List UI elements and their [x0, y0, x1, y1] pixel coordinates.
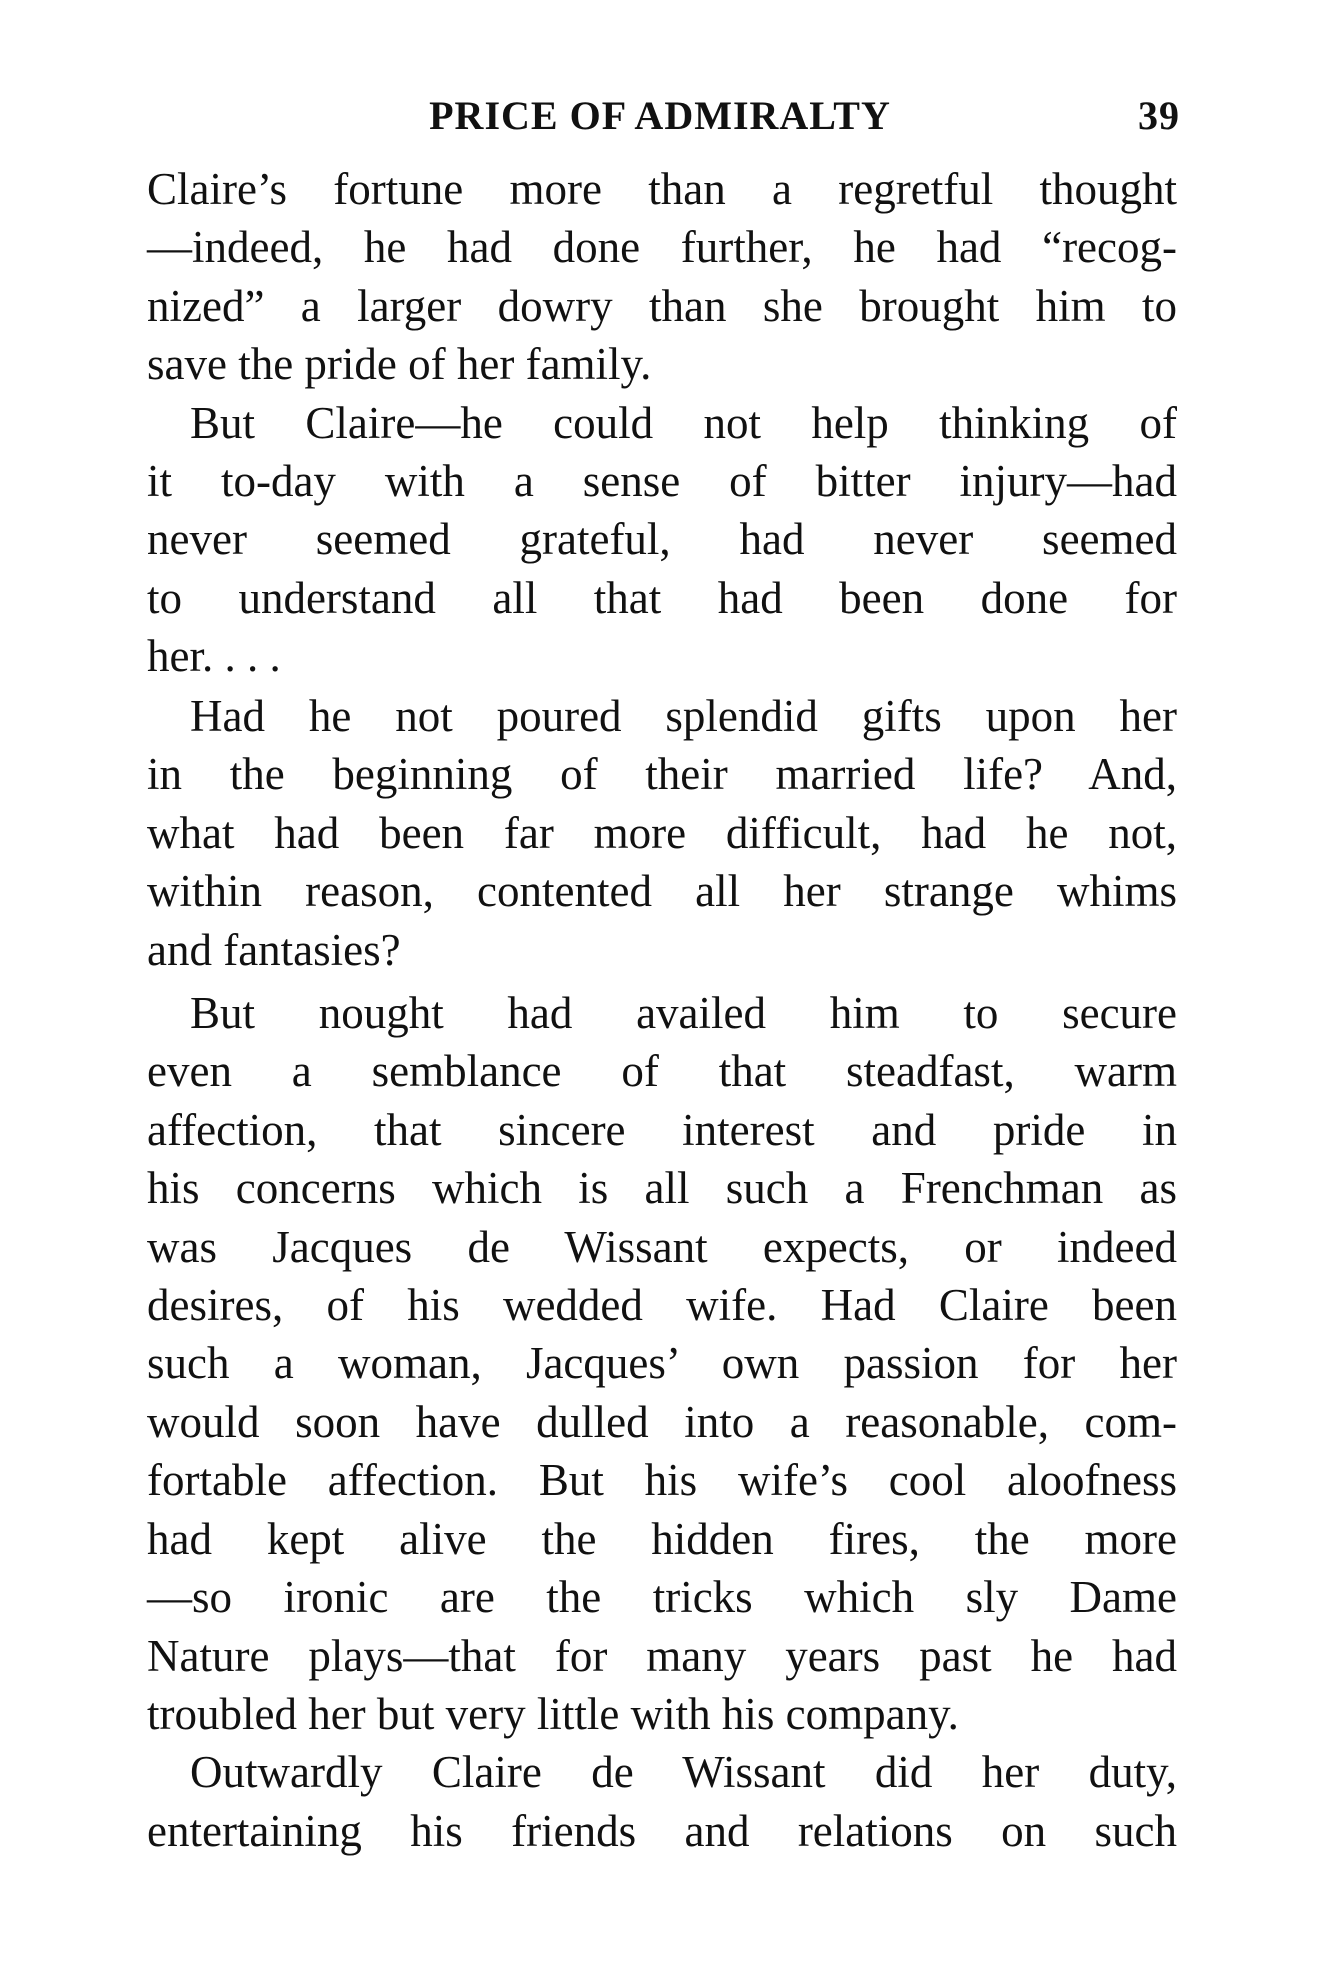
text-line: entertaining his friends and relations on such: [147, 1806, 1177, 1856]
text-line: never seemed grateful, had never seemed: [147, 514, 1177, 564]
text-line: Outwardly Claire de Wissant did her duty,: [190, 1747, 1177, 1797]
text-line: what had been far more difficult, had he not,: [147, 808, 1177, 858]
text-line: and fantasies?: [147, 925, 401, 975]
text-line: it to-day with a sense of bitter injury—had: [147, 456, 1177, 506]
text-line: fortable affection. But his wife’s cool aloofness: [147, 1455, 1177, 1505]
text-line: save the pride of her family.: [147, 339, 652, 389]
text-line: her. . . .: [147, 631, 281, 681]
text-line: But nought had availed him to secure: [190, 988, 1177, 1038]
text-line: desires, of his wedded wife. Had Claire been: [147, 1280, 1177, 1330]
text-line: such a woman, Jacques’ own passion for her: [147, 1338, 1177, 1388]
text-line: Had he not poured splendid gifts upon her: [190, 691, 1177, 741]
text-line: even a semblance of that steadfast, warm: [147, 1046, 1177, 1096]
text-line: in the beginning of their married life? And,: [147, 749, 1177, 799]
text-line: Claire’s fortune more than a regretful thought: [147, 164, 1177, 214]
text-line: troubled her but very little with his company.: [147, 1689, 959, 1739]
text-line: had kept alive the hidden fires, the more: [147, 1514, 1177, 1564]
text-line: But Claire—he could not help thinking of: [190, 398, 1177, 448]
running-header: PRICE OF ADMIRALTY: [429, 93, 891, 138]
text-line: nized” a larger dowry than she brought him to: [147, 281, 1177, 331]
text-line: his concerns which is all such a Frenchman as: [147, 1163, 1177, 1213]
text-line: —indeed, he had done further, he had “recog-: [147, 222, 1177, 272]
text-line: would soon have dulled into a reasonable, com-: [147, 1397, 1177, 1447]
text-line: affection, that sincere interest and pride in: [147, 1105, 1177, 1155]
page-number: 39: [1138, 93, 1180, 138]
text-line: to understand all that had been done for: [147, 573, 1177, 623]
text-line: was Jacques de Wissant expects, or indeed: [147, 1222, 1177, 1272]
text-line: —so ironic are the tricks which sly Dame: [147, 1572, 1177, 1622]
text-line: within reason, contented all her strange whims: [147, 866, 1177, 916]
text-line: Nature plays—that for many years past he had: [147, 1631, 1177, 1681]
